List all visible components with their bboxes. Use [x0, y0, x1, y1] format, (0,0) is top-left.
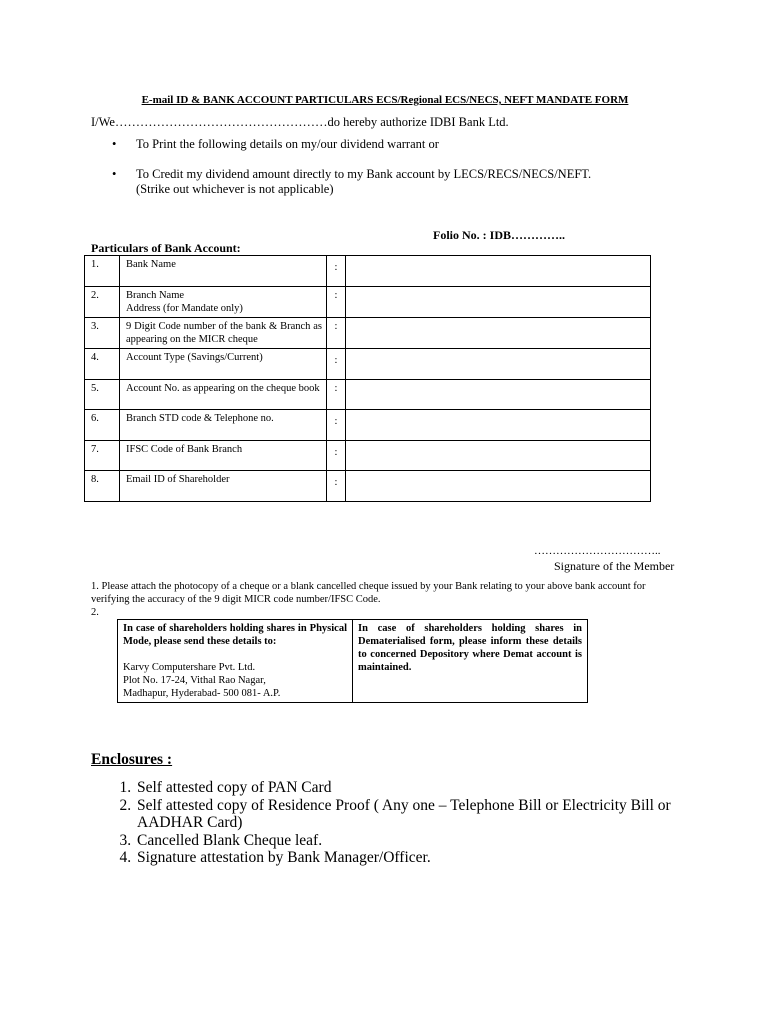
authorization-line: I/We……………………………………………do hereby authorize IDBI Bank Ltd. — [91, 115, 509, 129]
table-row — [85, 318, 651, 349]
row-number: 1. — [85, 256, 120, 287]
note-attach-cheque: 1. Please attach the photocopy of a cheque or a blank cancelled cheque issued by your Bank relating to your above bank account for verifying the accuracy of the 9 digit MICR code number/IFSC Code. — [91, 581, 646, 605]
row-number: 6. — [85, 410, 120, 441]
micr-code-field[interactable] — [346, 318, 651, 349]
bank-account-table — [84, 255, 651, 502]
table-row — [85, 441, 651, 471]
form-title: E-mail ID & BANK ACCOUNT PARTICULARS ECS/Regional ECS/NECS, NEFT MANDATE FORM — [141, 94, 629, 106]
row-number: 4. — [85, 349, 120, 380]
physical-mode-cell — [118, 620, 353, 703]
field-colon: : — [327, 441, 346, 471]
registrar-address-line: Plot No. 17-24, Vithal Rao Nagar, — [123, 675, 266, 686]
field-colon: : — [327, 380, 346, 410]
shareholder-info-box — [117, 619, 588, 703]
account-type-field[interactable] — [346, 349, 651, 380]
field-colon: : — [327, 410, 346, 441]
bullet-note: (Strike out whichever is not applicable) — [136, 182, 334, 196]
table-row — [118, 620, 588, 703]
list-item: 1. Self attested copy of PAN Card — [135, 779, 705, 797]
table-row — [85, 410, 651, 441]
field-colon: : — [327, 256, 346, 287]
enclosures-heading: Enclosures : — [91, 751, 173, 768]
bullet-text: To Credit my dividend amount directly to my Bank account by LECS/RECS/NECS/NEFT. — [136, 167, 592, 181]
note-2-marker: 2. — [91, 607, 99, 618]
ifsc-code-field[interactable] — [346, 441, 651, 471]
field-colon: : — [327, 349, 346, 380]
field-colon: : — [327, 318, 346, 349]
row-number: 7. — [85, 441, 120, 471]
field-label: Account Type (Savings/Current) — [120, 349, 327, 380]
row-number: 2. — [85, 287, 120, 318]
table-row — [85, 287, 651, 318]
row-number: 5. — [85, 380, 120, 410]
folio-number: Folio No. : IDB………….. — [433, 228, 565, 242]
list-item: 2. Self attested copy of Residence Proof ( Any one – Telephone Bill or Electricity Bill or AADHAR Card) — [135, 797, 705, 832]
bullet-credit-dividend — [112, 167, 592, 197]
table-row — [85, 349, 651, 380]
physical-mode-heading: In case of shareholders holding shares in Physical Mode, please send these details to: — [123, 623, 347, 647]
field-colon: : — [327, 471, 346, 502]
row-number: 8. — [85, 471, 120, 502]
registrar-address-line: Madhapur, Hyderabad- 500 081- A.P. — [123, 688, 281, 699]
particulars-heading: Particulars of Bank Account: — [91, 241, 241, 255]
enclosures-list — [109, 779, 705, 867]
list-item: 3. Cancelled Blank Cheque leaf. — [135, 832, 705, 850]
field-label: Bank Name — [120, 256, 327, 287]
bullet-icon: • — [112, 137, 117, 151]
field-label: Email ID of Shareholder — [120, 471, 327, 502]
email-id-field[interactable] — [346, 471, 651, 502]
demat-mode-cell — [353, 620, 588, 703]
bullet-print-details — [112, 137, 439, 152]
account-number-field[interactable] — [346, 380, 651, 410]
bullet-icon: • — [112, 167, 117, 181]
row-number: 3. — [85, 318, 120, 349]
signature-label: Signature of the Member — [554, 559, 675, 573]
table-row — [85, 256, 651, 287]
field-label: Branch Name Address (for Mandate only) — [120, 287, 327, 318]
list-item: 4. Signature attestation by Bank Manager/Officer. — [135, 849, 705, 867]
field-label: Account No. as appearing on the cheque book — [120, 380, 327, 410]
registrar-name: Karvy Computershare Pvt. Ltd. — [123, 662, 256, 673]
signature-line: …………………………….. — [534, 545, 661, 557]
bank-name-field[interactable] — [346, 256, 651, 287]
std-telephone-field[interactable] — [346, 410, 651, 441]
branch-address-field[interactable] — [346, 287, 651, 318]
field-label: IFSC Code of Bank Branch — [120, 441, 327, 471]
demat-mode-text: In case of shareholders holding shares in Dematerialised form, please inform these details to concerned Depository where Demat account is maintained. — [358, 623, 582, 673]
field-label: Branch STD code & Telephone no. — [120, 410, 327, 441]
table-row — [85, 471, 651, 502]
field-colon: : — [327, 287, 346, 318]
field-label: 9 Digit Code number of the bank & Branch as appearing on the MICR cheque — [120, 318, 327, 349]
bullet-text: To Print the following details on my/our dividend warrant or — [136, 137, 439, 151]
table-row — [85, 380, 651, 410]
